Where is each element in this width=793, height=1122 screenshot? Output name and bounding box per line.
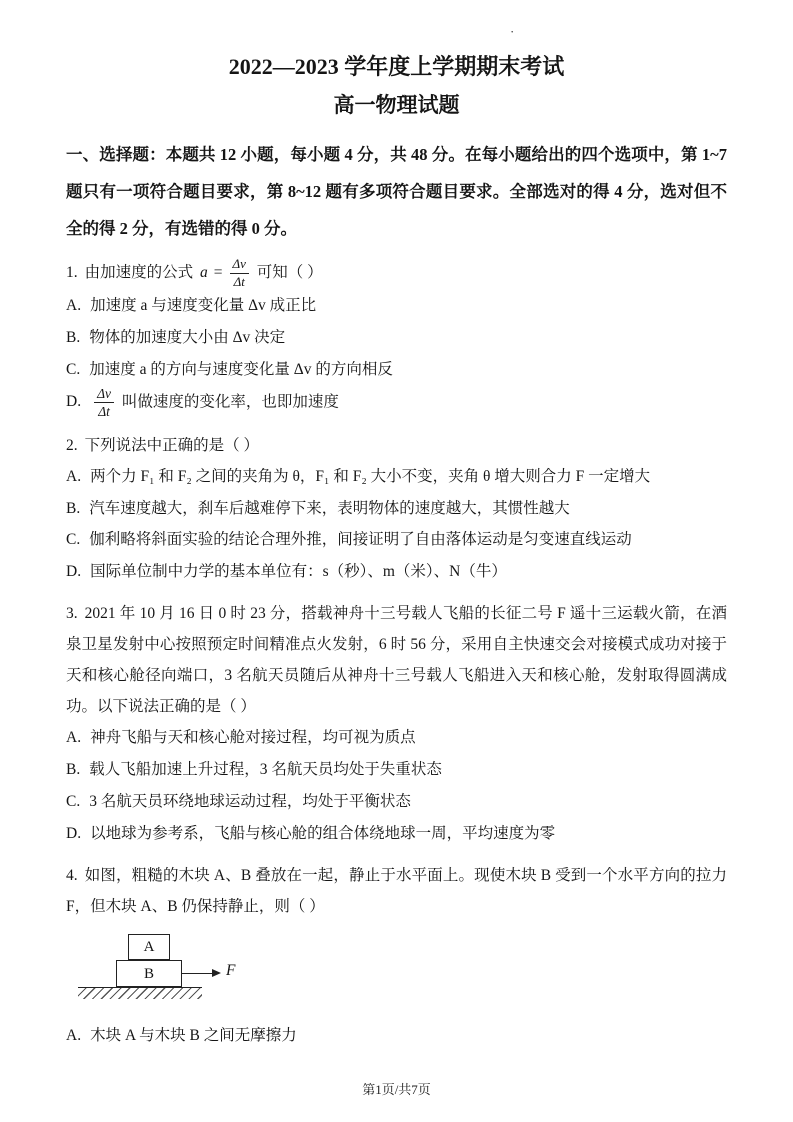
option-label: D. <box>66 825 82 843</box>
question-2-stem <box>66 430 727 461</box>
option-row <box>66 354 727 386</box>
exam-title: 2022—2023 学年度上学期期末考试 <box>228 54 565 79</box>
question-stem-text: 可知（ ） <box>256 263 323 281</box>
fraction-numerator: Δv <box>230 257 249 274</box>
option-text: 载人飞船加速上升过程，3 名航天员均处于失重状态 <box>89 761 442 779</box>
exam-subtitle: 高一物理试题 <box>333 93 460 118</box>
question-4 <box>66 860 727 1052</box>
option-text: 以地球为参考系，飞船与核心舱的组合体绕地球一周，平均速度为零 <box>90 825 556 843</box>
option-label: C. <box>66 360 81 378</box>
option-label: A. <box>66 467 82 485</box>
option-label: D. <box>66 563 82 581</box>
force-arrow <box>182 973 214 974</box>
option-row <box>66 461 727 493</box>
question-stem-text: 由加速度的公式 <box>84 263 194 281</box>
option-text: 叫做速度的变化率，也即加速度 <box>121 393 339 411</box>
force-label: F <box>226 962 236 980</box>
option-text: 伽利略将斜面实验的结论合理外推，间接证明了自由落体运动是匀变速直线运动 <box>89 531 632 549</box>
question-stem-text: 如图，粗糙的木块 A、B 叠放在一起，静止于水平面上。现使木块 B 受到一个水平方向的拉力 F，但木块 A、B 仍保持静止，则（ ） <box>66 867 727 916</box>
option-label: A. <box>66 729 82 747</box>
option-text: 神舟飞船与天和核心舱对接过程，均可视为质点 <box>90 729 416 747</box>
question-stem-text: 下列说法中正确的是（ ） <box>84 436 260 454</box>
option-label: B. <box>66 328 81 346</box>
question-stem-text: 2021 年 10 月 16 日 0 时 23 分，搭载神舟十三号载人飞船的长征二号 F 遥十三运载火箭，在酒泉卫星发射中心按照预定时间精准点火发射，6 时 56 分，采用自主快速交会对接模式成功对接于天和核心舱径向端口，3 名航天员随后从神舟十三号载人飞船进入天和核心舱，发射取得圆满成功。以下说法正确的是（ ） <box>66 605 727 716</box>
fraction <box>94 386 114 420</box>
section-instructions: 一、选择题：本题共 12 小题，每小题 4 分，共 48 分。在每小题给出的四个选项中，第 1~7 题只有一项符合题目要求，第 8~12 题有多项符合题目要求。全部选对的得 4 分，选对但不全的得 2 分，有选错的得 0 分。 <box>66 144 727 238</box>
option-label: A. <box>66 1027 82 1045</box>
question-number: 2. <box>66 436 78 454</box>
question-2 <box>66 430 727 589</box>
option-row <box>66 322 727 354</box>
formula-variable: a <box>200 263 208 281</box>
fraction-denominator: Δt <box>233 273 245 289</box>
option-text: 汽车速度越大，刹车后越难停下来，表明物体的速度越大，其惯性越大 <box>89 499 570 517</box>
option-label: D. <box>66 393 82 411</box>
stray-mark: · <box>510 24 515 39</box>
option-row <box>66 290 727 322</box>
option-label: C. <box>66 793 81 811</box>
question-number: 1. <box>66 263 78 281</box>
option-row <box>66 493 727 525</box>
question-1 <box>66 257 727 420</box>
question-number: 4. <box>66 867 78 885</box>
option-text: 两个力 F₁ 和 F₂ 之间的夹角为 θ，F₁ 和 F₂ 大小不变，夹角 θ 增大则合力 F 一定增大 <box>90 467 651 485</box>
option-label: B. <box>66 499 81 517</box>
fraction-numerator: Δv <box>94 386 114 404</box>
option-row <box>66 722 727 754</box>
page-number-footer: 第1页/共7页 <box>362 1082 431 1097</box>
option-label: C. <box>66 531 81 549</box>
block-b: B <box>116 960 182 987</box>
option-text: 物体的加速度大小由 Δv 决定 <box>89 328 286 346</box>
option-row <box>66 754 727 786</box>
block-a: A <box>128 934 170 960</box>
option-label: B. <box>66 761 81 779</box>
question-1-stem <box>66 257 727 290</box>
option-row <box>66 1020 727 1052</box>
option-row <box>66 818 727 850</box>
option-row <box>66 386 727 420</box>
option-row <box>66 786 727 818</box>
option-text: 加速度 a 与速度变化量 Δv 成正比 <box>90 296 317 314</box>
question-4-stem <box>66 860 727 922</box>
ground-hatching <box>78 987 202 999</box>
fraction-denominator: Δt <box>98 404 110 420</box>
question-4-figure <box>78 932 348 1018</box>
option-text: 木块 A 与木块 B 之间无摩擦力 <box>90 1027 297 1045</box>
option-label: A. <box>66 296 82 314</box>
question-3-stem <box>66 598 727 722</box>
option-text: 加速度 a 的方向与速度变化量 Δv 的方向相反 <box>89 360 393 378</box>
option-row <box>66 556 727 588</box>
option-row <box>66 524 727 556</box>
equals-sign: = <box>213 263 223 281</box>
force-arrow-head-icon <box>212 969 221 977</box>
question-3 <box>66 598 727 850</box>
question-number: 3. <box>66 605 78 623</box>
fraction <box>230 257 249 290</box>
option-text: 国际单位制中力学的基本单位有：s（秒）、m（米）、N（牛） <box>90 563 507 581</box>
option-text: 3 名航天员环绕地球运动过程，均处于平衡状态 <box>89 793 411 811</box>
